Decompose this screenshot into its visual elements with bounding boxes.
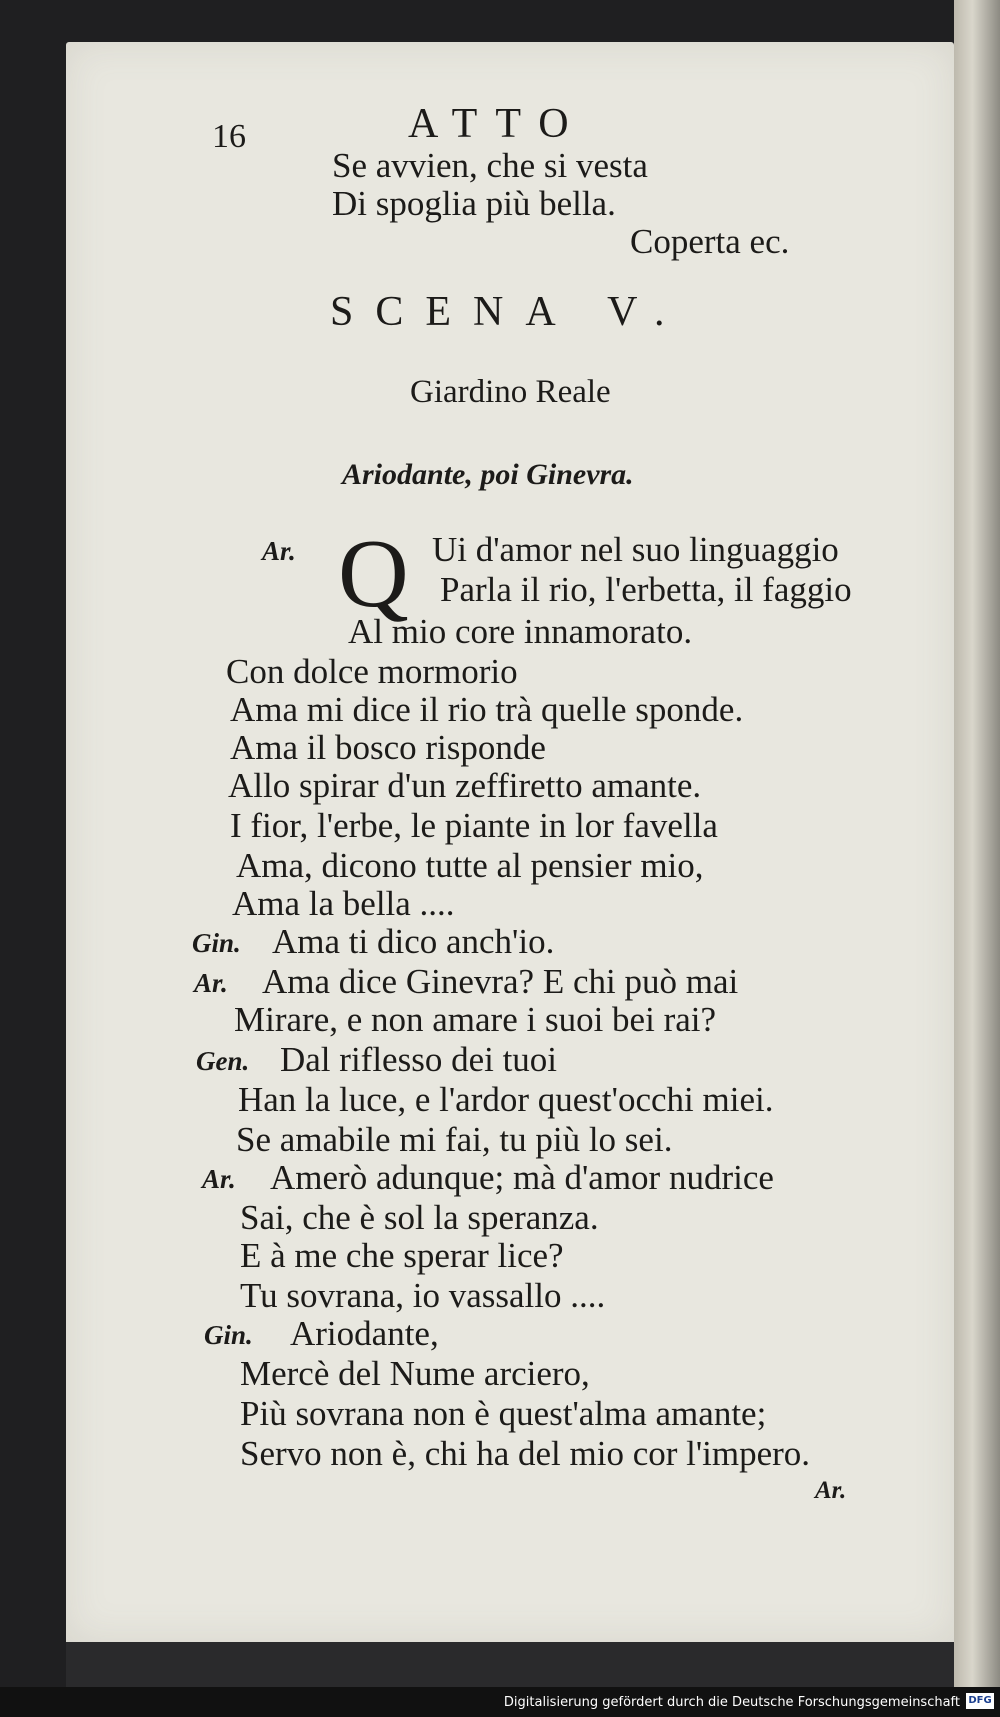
dialogue-line: Ama ti dico anch'io. [272,922,555,961]
scene-title: SCENA V. [330,289,687,335]
dialogue-line: Ama dice Ginevra? E chi può mai [262,962,739,1001]
dialogue-line: Allo spirar d'un zeffiretto amante. [228,766,702,805]
dialogue-line: Mercè del Nume arciero, [240,1354,590,1393]
scene-characters: Ariodante, poi Ginevra. [342,458,634,491]
scan-background [66,1642,954,1687]
dialogue-line: Sai, che è sol la speranza. [240,1198,599,1237]
dialogue-line: Ama la bella .... [232,884,455,923]
speaker-label: Ar. [194,968,228,998]
dialogue-line: Amerò adunque; mà d'amor nudrice [270,1158,774,1197]
dialogue-line: Ama il bosco risponde [230,728,546,767]
footer-credit: Digitalisierung gefördert durch die Deutsche Forschungsgemeinschaft [503,1695,960,1710]
speaker-label: Gin. [204,1320,253,1350]
dialogue-line: Parla il rio, l'erbetta, il faggio [440,570,852,609]
dialogue-line: Ariodante, [290,1314,439,1353]
dialogue-line: Più sovrana non è quest'alma amante; [240,1394,767,1433]
dialogue-line: I fior, l'erbe, le piante in lor favella [230,806,718,845]
dialogue-line: Tu sovrana, io vassallo .... [240,1276,606,1315]
dialogue-line: Ama, dicono tutte al pensier mio, [236,846,704,885]
speaker-label: Gin. [192,928,241,958]
speaker-label: Gen. [196,1046,250,1076]
dialogue-line: Con dolce mormorio [226,652,518,691]
catchword: Ar. [815,1477,847,1504]
speaker-label: Ar. [262,536,296,566]
dialogue-line: Ui d'amor nel suo linguaggio [432,530,839,569]
verse-line: Coperta ec. [630,222,790,261]
dfg-logo: DFG [966,1693,994,1709]
dialogue-line: Han la luce, e l'ardor quest'occhi miei. [238,1080,774,1119]
verse-line: Se avvien, che si vesta [332,146,648,185]
dialogue-line: Ama mi dice il rio trà quelle sponde. [230,690,744,729]
page-number: 16 [212,118,246,155]
running-title: ATTO [408,101,587,147]
dialogue-line: Servo non è, chi ha del mio cor l'impero. [240,1434,811,1473]
dialogue-line: Se amabile mi fai, tu più lo sei. [236,1120,673,1159]
dialogue-line: E à me che sperar lice? [240,1236,564,1275]
dialogue-line: Al mio core innamorato. [348,612,693,651]
dialogue-line: Dal riflesso dei tuoi [280,1040,558,1079]
verse-line: Di spoglia più bella. [332,184,616,223]
next-page-edge [954,0,1000,1717]
drop-capital: Q [338,520,409,628]
dialogue-line: Mirare, e non amare i suoi bei rai? [234,1000,717,1039]
speaker-label: Ar. [202,1164,236,1194]
scene-place: Giardino Reale [410,374,611,410]
